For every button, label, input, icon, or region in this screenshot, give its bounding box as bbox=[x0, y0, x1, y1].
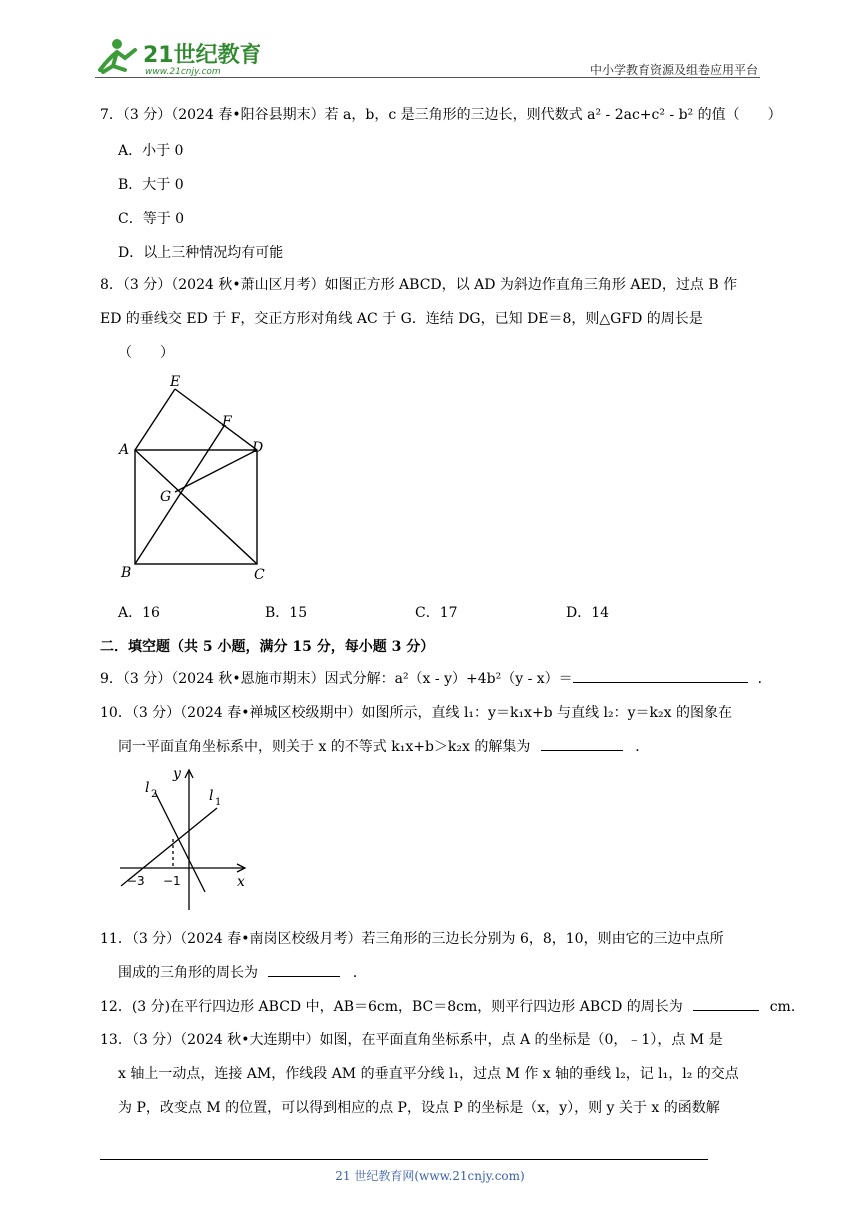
q9-text: 9．（3 分）（2024 秋•恩施市期末）因式分解：a²（x - y）+4b²（y - x）＝ bbox=[100, 671, 573, 687]
svg-text:21世纪教育: 21世纪教育 bbox=[143, 43, 260, 68]
fig8-label-f: F bbox=[222, 414, 232, 430]
header-platform-text: 中小学教育资源及组卷应用平台 bbox=[589, 63, 758, 77]
q8-square-figure bbox=[110, 372, 280, 587]
site-logo bbox=[95, 36, 260, 78]
fig8-label-b: B bbox=[121, 565, 132, 581]
q7-stem: 7．（3 分）（2024 春•阳谷县期末）若 a，b，c 是三角形的三边长，则代数式 a² - 2ac+c² - b² 的值（ ） bbox=[100, 107, 782, 123]
q8-option-c: C．17 bbox=[415, 605, 458, 621]
q9-stem bbox=[100, 668, 772, 690]
fig8-label-e: E bbox=[170, 374, 181, 390]
fig8-label-a: A bbox=[119, 442, 130, 458]
q10-end: ． bbox=[635, 739, 650, 755]
header-divider bbox=[95, 77, 760, 78]
q8-option-b: B．15 bbox=[265, 605, 308, 621]
q8-line3: （ ） bbox=[118, 345, 174, 361]
q11-line2-wrap bbox=[118, 962, 367, 984]
fig10-label-x: x bbox=[237, 874, 245, 890]
q12-answer-blank[interactable] bbox=[693, 996, 759, 1011]
q8-line1: 8．（3 分）（2024 秋•萧山区月考）如图正方形 ABCD，以 AD 为斜边作直角三角形 AED，过点 B 作 bbox=[100, 277, 738, 293]
fig10-label-l1: l bbox=[209, 788, 214, 804]
fig10-label-y: y bbox=[173, 766, 181, 782]
q11-line2: 围成的三角形的周长为 bbox=[118, 965, 258, 981]
section-fill-in-title: 二．填空题（共 5 小题，满分 15 分，每小题 3 分） bbox=[100, 639, 435, 655]
q10-line2: 同一平面直角坐标系中，则关于 x 的不等式 k₁x+b＞k₂x 的解集为 bbox=[118, 739, 531, 755]
fig10-label-l2-sub: 2 bbox=[151, 789, 158, 800]
q13-line2: x 轴上一动点，连接 AM，作线段 AM 的垂直平分线 l₁，过点 M 作 x 轴的垂线 l₂，记 l₁，l₂ 的交点 bbox=[118, 1066, 739, 1082]
q13-line3: 为 P，改变点 M 的位置，可以得到相应的点 P，设点 P 的坐标是（x，y），则 y 关于 x 的函数解 bbox=[118, 1100, 720, 1116]
svg-text:www.21cnjy.com: www.21cnjy.com bbox=[145, 67, 221, 77]
footer-text[interactable]: 21 世纪教育网(www.21cnjy.com) bbox=[335, 1169, 525, 1183]
q8-line2: ED 的垂线交 ED 于 F，交正方形对角线 AC 于 G．连结 DG，已知 DE＝8，则△GFD 的周长是 bbox=[100, 311, 703, 327]
q10-graph-figure bbox=[115, 764, 255, 912]
q12-text: 12．(3 分)在平行四边形 ABCD 中，AB＝6cm，BC＝8cm，则平行四边形 ABCD 的周长为 bbox=[100, 999, 683, 1015]
q11-line1: 11．（3 分）（2024 春•南岗区校级月考）若三角形的三边长分别为 6，8，10，则由它的三边中点所 bbox=[100, 931, 724, 947]
footer-divider bbox=[100, 1159, 708, 1160]
q11-answer-blank[interactable] bbox=[268, 962, 340, 977]
q11-end: ． bbox=[352, 965, 367, 981]
q8-option-d: D．14 bbox=[566, 605, 610, 621]
fig8-label-d: D bbox=[252, 440, 264, 456]
fig10-label-l2: l bbox=[145, 780, 150, 796]
q12-end: cm． bbox=[769, 999, 805, 1015]
fig10-label-l1-sub: 1 bbox=[215, 797, 222, 808]
q7-option-b: B．大于 0 bbox=[118, 177, 184, 193]
fig10-tick-minus3: −3 bbox=[127, 874, 145, 888]
q9-end: ． bbox=[757, 671, 772, 687]
q10-line1: 10．（3 分）（2024 春•禅城区校级期中）如图所示，直线 l₁：y＝k₁x+b 与直线 l₂：y＝k₂x 的图象在 bbox=[100, 705, 732, 721]
q10-answer-blank[interactable] bbox=[541, 736, 623, 751]
fig10-tick-minus1: −1 bbox=[163, 874, 181, 888]
q7-option-a: A．小于 0 bbox=[118, 143, 184, 159]
q7-option-c: C．等于 0 bbox=[118, 211, 185, 227]
q10-line2-wrap bbox=[118, 736, 649, 758]
q12-stem bbox=[100, 996, 805, 1018]
q13-line1: 13．（3 分）（2024 秋•大连期中）如图，在平面直角坐标系中，点 A 的坐标是（0，﹣1），点 M 是 bbox=[100, 1032, 723, 1048]
q9-answer-blank[interactable] bbox=[573, 668, 748, 683]
q8-option-a: A．16 bbox=[118, 605, 160, 621]
fig8-label-g: G bbox=[160, 489, 172, 505]
q7-option-d: D．以上三种情况均有可能 bbox=[118, 245, 284, 261]
fig8-label-c: C bbox=[254, 567, 265, 583]
